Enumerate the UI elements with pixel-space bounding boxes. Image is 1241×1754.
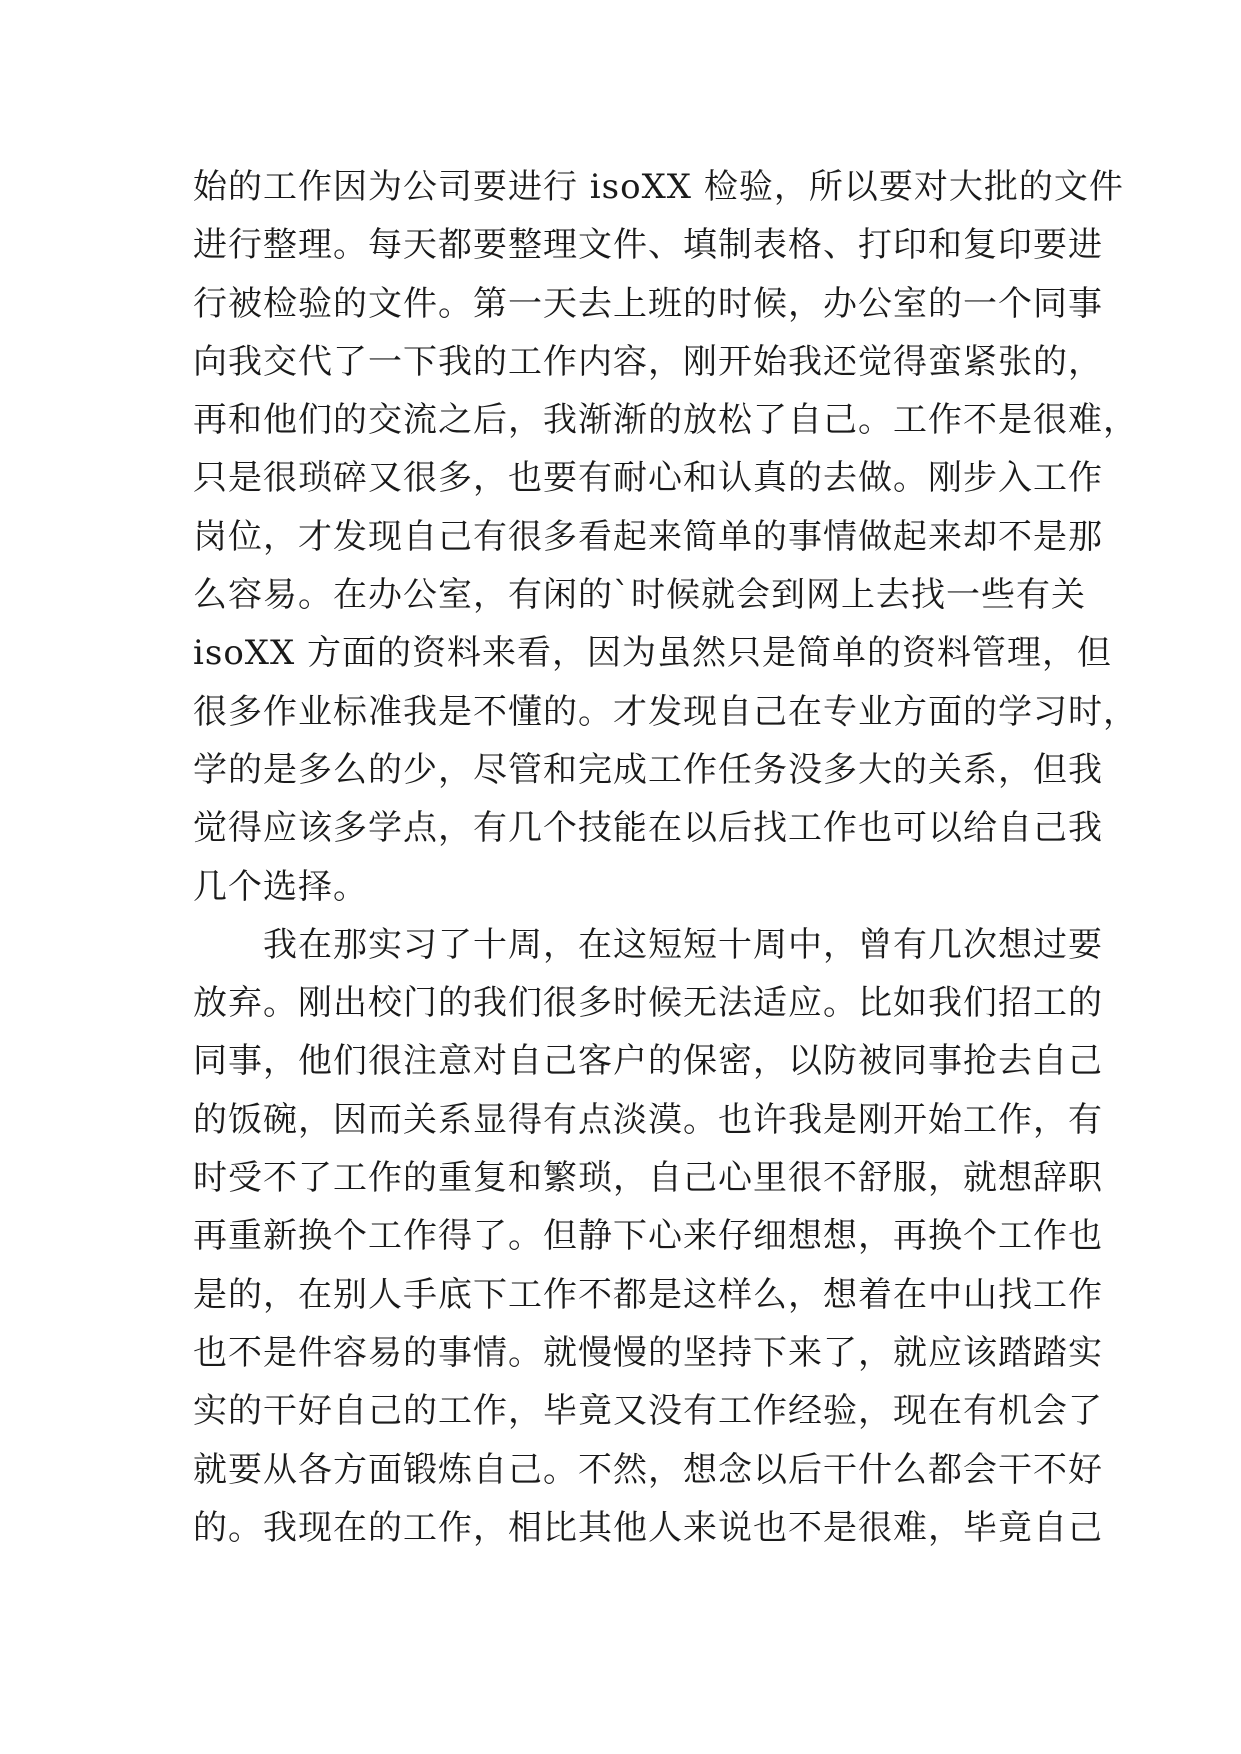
text-line: 觉得应该多学点，有几个技能在以后找工作也可以给自己我 xyxy=(193,808,1103,849)
text-line: 再重新换个工作得了。但静下心来仔细想想，再换个工作也 xyxy=(193,1216,1103,1257)
body-text xyxy=(193,158,1138,1557)
text-line: 的。我现在的工作，相比其他人来说也不是很难，毕竟自己 xyxy=(193,1507,1103,1548)
text-line: 是的，在别人手底下工作不都是这样么，想着在中山找工作 xyxy=(193,1274,1103,1315)
text-line: 我在那实习了十周，在这短短十周中，曾有几次想过要 xyxy=(193,924,1103,965)
text-line: 实的干好自己的工作，毕竟又没有工作经验，现在有机会了 xyxy=(193,1391,1103,1432)
text-line: 同事，他们很注意对自己客户的保密，以防被同事抢去自己 xyxy=(193,1041,1103,1082)
text-line: 么容易。在办公室，有闲的`时候就会到网上去找一些有关 xyxy=(193,575,1086,616)
text-line: 也不是件容易的事情。就慢慢的坚持下来了，就应该踏踏实 xyxy=(193,1332,1103,1373)
text-line: isoXX 方面的资料来看，因为虽然只是简单的资料管理，但 xyxy=(193,633,1113,674)
text-line: 岗位，才发现自己有很多看起来简单的事情做起来却不是那 xyxy=(193,516,1103,557)
text-line: 就要从各方面锻炼自己。不然，想念以后干什么都会干不好 xyxy=(193,1449,1103,1490)
text-line: 学的是多么的少，尽管和完成工作任务没多大的关系，但我 xyxy=(193,749,1103,790)
text-line: 很多作业标准我是不懂的。才发现自己在专业方面的学习时， xyxy=(193,691,1138,732)
text-line: 放弃。刚出校门的我们很多时候无法适应。比如我们招工的 xyxy=(193,983,1103,1024)
text-line: 的饭碗，因而关系显得有点淡漠。也许我是刚开始工作，有 xyxy=(193,1099,1103,1140)
text-line: 进行整理。每天都要整理文件、填制表格、打印和复印要进 xyxy=(193,225,1103,266)
text-line: 向我交代了一下我的工作内容，刚开始我还觉得蛮紧张的， xyxy=(193,341,1103,382)
text-line: 始的工作因为公司要进行 isoXX 检验，所以要对大批的文件 xyxy=(193,167,1124,207)
text-line: 时受不了工作的重复和繁琐，自己心里很不舒服，就想辞职 xyxy=(193,1158,1103,1199)
text-line: 几个选择。 xyxy=(193,866,368,907)
text-line: 行被检验的文件。第一天去上班的时候，办公室的一个同事 xyxy=(193,283,1103,324)
text-line: 再和他们的交流之后，我渐渐的放松了自己。工作不是很难， xyxy=(193,400,1138,441)
text-line: 只是很琐碎又很多，也要有耐心和认真的去做。刚步入工作 xyxy=(193,458,1103,499)
